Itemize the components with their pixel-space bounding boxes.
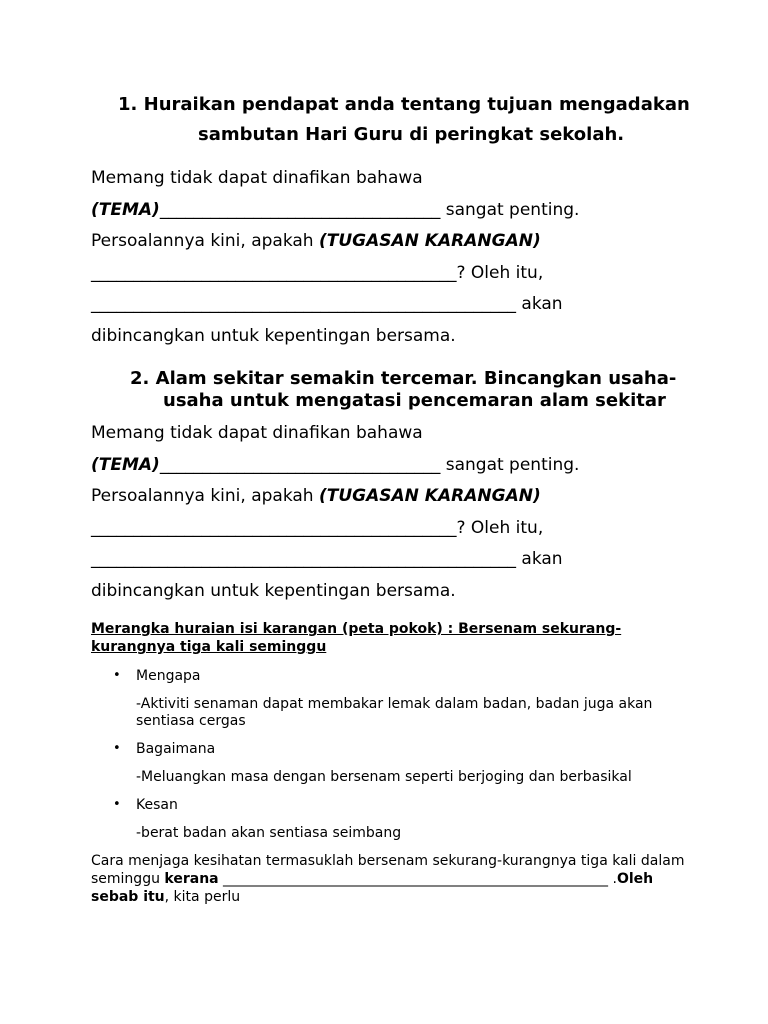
question-1-text: Huraikan pendapat anda tentang tujuan mengadakan bbox=[143, 94, 690, 115]
kita-perlu-text: , kita perlu bbox=[164, 889, 241, 905]
intro-1-persoalan-line bbox=[91, 231, 541, 251]
question-1-number: 1. bbox=[118, 94, 138, 115]
intro-2-blank-line-a bbox=[91, 518, 543, 538]
closing-para-line-3 bbox=[91, 889, 240, 905]
answer-blank: ___________________________________________ bbox=[91, 518, 457, 538]
sebab-itu-text: sebab itu bbox=[91, 889, 165, 905]
outline-item-label: Bagaimana bbox=[136, 741, 216, 757]
answer-blank: __________________________________________________ bbox=[91, 549, 516, 569]
akan-text: akan bbox=[516, 294, 563, 314]
closing-para-line-2 bbox=[91, 871, 653, 887]
question-1-line-2: sambutan Hari Guru di peringkat sekolah. bbox=[198, 124, 625, 145]
outline-heading-line-1: Merangka huraian isi karangan (peta pokok) : Bersenam sekurang- bbox=[91, 621, 622, 637]
intro-1-tema-line bbox=[91, 200, 579, 220]
intro-1-closing: dibincangkan untuk kepentingan bersama. bbox=[91, 326, 456, 346]
bullet-icon: • bbox=[113, 668, 121, 683]
closing-text: seminggu bbox=[91, 871, 165, 887]
question-2-number: 2. bbox=[130, 368, 150, 389]
sangat-penting-text: sangat penting. bbox=[440, 200, 580, 220]
tugasan-label: (TUGASAN KARANGAN) bbox=[318, 231, 541, 251]
oleh-text: Oleh bbox=[616, 871, 654, 887]
question-2-line-1 bbox=[130, 368, 676, 389]
tema-label: (TEMA) bbox=[91, 200, 160, 220]
intro-2-blank-line-b bbox=[91, 549, 563, 569]
outline-item-label: Kesan bbox=[136, 797, 178, 813]
intro-2-tema-line bbox=[91, 455, 579, 475]
tema-blank: _________________________________ bbox=[159, 200, 441, 220]
answer-blank: ___________________________________________ bbox=[91, 263, 457, 283]
outline-item-label: Mengapa bbox=[136, 668, 201, 684]
intro-1-blank-line-a bbox=[91, 263, 543, 283]
question-1-line-1 bbox=[118, 94, 690, 115]
intro-1-blank-line-b bbox=[91, 294, 563, 314]
bullet-icon: • bbox=[113, 797, 121, 812]
kerana-text: kerana bbox=[164, 871, 219, 887]
intro-2-persoalan-line bbox=[91, 486, 541, 506]
intro-1-line-1: Memang tidak dapat dinafikan bahawa bbox=[91, 168, 423, 188]
oleh-itu-text: ? Oleh itu, bbox=[456, 518, 544, 538]
bullet-icon: • bbox=[113, 741, 121, 756]
tema-blank: _________________________________ bbox=[159, 455, 441, 475]
outline-heading-line-2: kurangnya tiga kali seminggu bbox=[91, 639, 327, 655]
tema-label: (TEMA) bbox=[91, 455, 160, 475]
outline-item-detail: -Aktiviti senaman dapat membakar lemak dalam badan, badan juga akan bbox=[136, 696, 653, 712]
question-2-text: Alam sekitar semakin tercemar. Bincangkan usaha- bbox=[155, 368, 677, 389]
intro-2-closing: dibincangkan untuk kepentingan bersama. bbox=[91, 581, 456, 601]
persoalan-text: Persoalannya kini, apakah bbox=[91, 231, 319, 251]
oleh-itu-text: ? Oleh itu, bbox=[456, 263, 544, 283]
intro-2-line-1: Memang tidak dapat dinafikan bahawa bbox=[91, 423, 423, 443]
outline-item-detail: sentiasa cergas bbox=[136, 713, 246, 729]
akan-text: akan bbox=[516, 549, 563, 569]
answer-blank: __________________________________________________ bbox=[91, 294, 516, 314]
closing-para-line-1: Cara menjaga kesihatan termasuklah bersenam sekurang-kurangnya tiga kali dalam bbox=[91, 853, 685, 869]
persoalan-text: Persoalannya kini, apakah bbox=[91, 486, 319, 506]
outline-item-detail: -Meluangkan masa dengan bersenam seperti berjoging dan berbasikal bbox=[136, 769, 632, 785]
closing-blank: _______________________________________________________ . bbox=[218, 871, 617, 887]
tugasan-label: (TUGASAN KARANGAN) bbox=[318, 486, 541, 506]
question-2-line-2: usaha untuk mengatasi pencemaran alam sekitar bbox=[163, 390, 666, 411]
sangat-penting-text: sangat penting. bbox=[440, 455, 580, 475]
outline-item-detail: -berat badan akan sentiasa seimbang bbox=[136, 825, 402, 841]
